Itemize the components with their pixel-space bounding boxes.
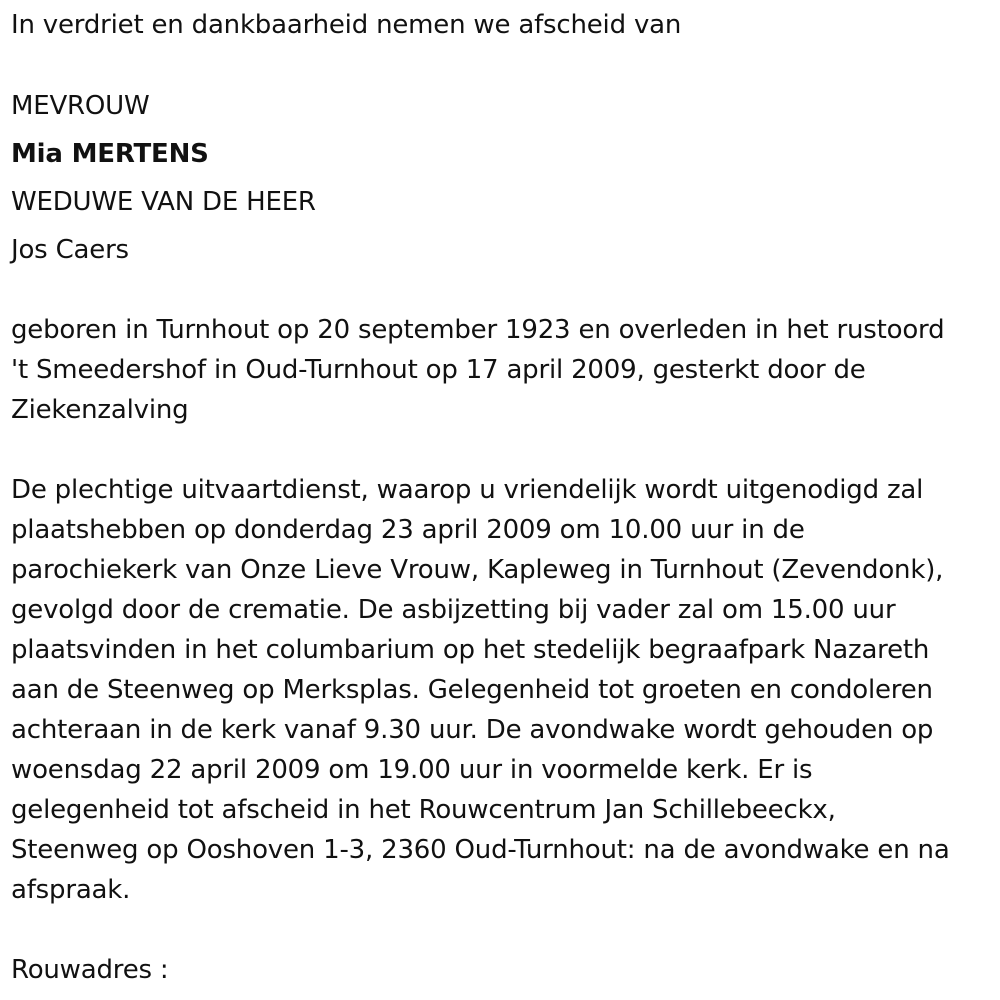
paragraph-line: parochiekerk van Onze Lieve Vrouw, Kapleweg in Turnhout (Zevendonk), bbox=[11, 555, 944, 585]
paragraph-line: gevolgd door de crematie. De asbijzetting bij vader zal om 15.00 uur bbox=[11, 595, 896, 625]
paragraph-line: De plechtige uitvaartdienst, waarop u vriendelijk wordt uitgenodigd zal bbox=[11, 475, 924, 505]
intro-text: In verdriet en dankbaarheid nemen we afscheid van bbox=[11, 10, 682, 40]
spouse-name: Jos Caers bbox=[11, 235, 129, 265]
paragraph-line: achteraan in de kerk vanaf 9.30 uur. De avondwake wordt gehouden op bbox=[11, 715, 934, 745]
deceased-name: Mia MERTENS bbox=[11, 139, 209, 169]
paragraph-line: 't Smeedershof in Oud-Turnhout op 17 april 2009, gesterkt door de bbox=[11, 355, 866, 385]
title-prefix: MEVROUW bbox=[11, 91, 150, 121]
paragraph-line: gelegenheid tot afscheid in het Rouwcentrum Jan Schillebeeckx, bbox=[11, 795, 836, 825]
paragraph-line: plaatsvinden in het columbarium op het stedelijk begraafpark Nazareth bbox=[11, 635, 930, 665]
paragraph-line: geboren in Turnhout op 20 september 1923 en overleden in het rustoord bbox=[11, 315, 945, 345]
paragraph-line: Steenweg op Ooshoven 1-3, 2360 Oud-Turnhout: na de avondwake en na bbox=[11, 835, 950, 865]
paragraph-line: woensdag 22 april 2009 om 19.00 uur in voormelde kerk. Er is bbox=[11, 755, 813, 785]
paragraph-line: afspraak. bbox=[11, 875, 131, 905]
paragraph-line: aan de Steenweg op Merksplas. Gelegenheid tot groeten en condoleren bbox=[11, 675, 933, 705]
paragraph-line: plaatshebben op donderdag 23 april 2009 om 10.00 uur in de bbox=[11, 515, 805, 545]
address-label: Rouwadres : bbox=[11, 955, 169, 985]
relation-text: WEDUWE VAN DE HEER bbox=[11, 187, 316, 217]
paragraph-line: Ziekenzalving bbox=[11, 395, 189, 425]
